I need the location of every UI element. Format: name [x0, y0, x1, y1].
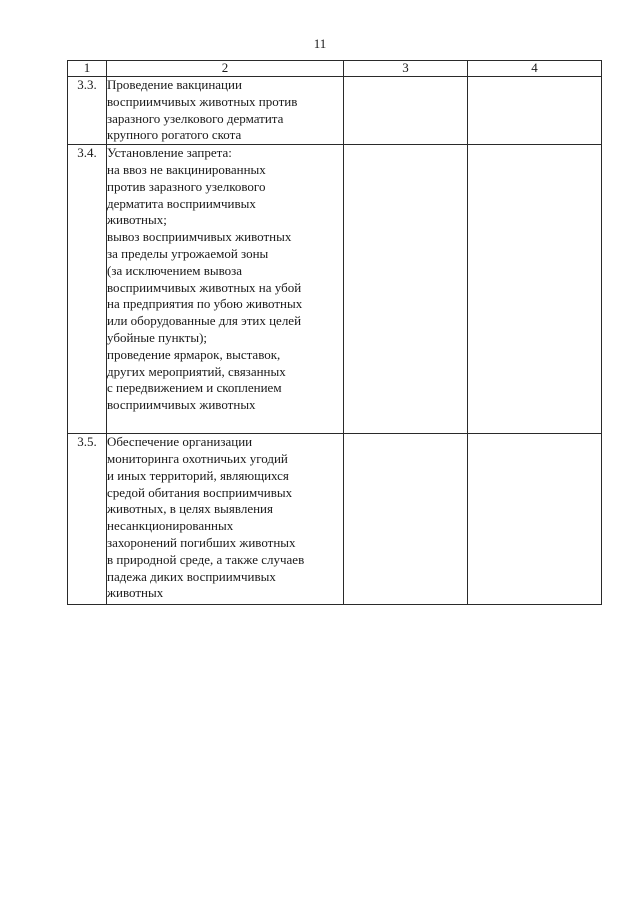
- row-number: 3.5.: [68, 434, 107, 605]
- text-line: и иных территорий, являющихся: [107, 467, 289, 483]
- text-line: животных: [107, 585, 164, 601]
- column-header-3: 3: [344, 61, 468, 77]
- column-header-1: 1: [68, 61, 107, 77]
- table-row: [68, 77, 602, 145]
- table-row: [68, 434, 602, 605]
- text-line: других мероприятий, связанных: [107, 363, 286, 379]
- text-line: Обеспечение организации: [107, 434, 253, 450]
- text-line: на ввоз не вакцинированных: [107, 161, 266, 177]
- text-line: падежа диких восприимчивых: [107, 568, 276, 584]
- text-line: животных, в целях выявления: [107, 501, 273, 517]
- text-line: дерматита восприимчивых: [107, 195, 256, 211]
- column-4-cell: [468, 77, 602, 145]
- text-line: восприимчивых животных на убой: [107, 279, 302, 295]
- column-4-cell: [468, 145, 602, 434]
- text-line: Проведение вакцинации: [107, 77, 242, 92]
- measure-description: [107, 434, 344, 605]
- row-number: 3.3.: [68, 77, 107, 145]
- column-3-cell: [344, 145, 468, 434]
- measure-description: [107, 77, 344, 145]
- text-line: в природной среде, а также случаев: [107, 551, 305, 567]
- text-line: средой обитания восприимчивых: [107, 484, 293, 500]
- page-number: 11: [313, 36, 327, 51]
- column-3-cell: [344, 77, 468, 145]
- column-header-2: 2: [107, 61, 344, 77]
- text-line: за пределы угрожаемой зоны: [107, 245, 269, 261]
- text-line: восприимчивых животных против: [107, 93, 298, 109]
- column-header-4: 4: [468, 61, 602, 77]
- text-line: или оборудованные для этих целей: [107, 313, 302, 329]
- row-number: 3.4.: [68, 145, 107, 434]
- table-row: [68, 145, 602, 434]
- text-line: крупного рогатого скота: [107, 127, 242, 143]
- text-line: вывоз восприимчивых животных: [107, 229, 292, 245]
- column-3-cell: [344, 434, 468, 605]
- column-4-cell: [468, 434, 602, 605]
- text-line: захоронений погибших животных: [107, 534, 296, 550]
- text-line: с передвижением и скоплением: [107, 380, 282, 396]
- text-line: убойные пункты);: [107, 329, 208, 345]
- text-line: заразного узелкового дерматита: [107, 110, 284, 126]
- text-line: проведение ярмарок, выставок,: [107, 346, 281, 362]
- text-line: мониторинга охотничьих угодий: [107, 450, 288, 466]
- table-header-row: [68, 61, 602, 77]
- text-line: против заразного узелкового: [107, 178, 266, 194]
- measure-description: [107, 145, 344, 434]
- text-line: на предприятия по убою животных: [107, 296, 303, 312]
- text-line: животных;: [107, 212, 167, 228]
- measures-table: [67, 60, 602, 605]
- text-line: восприимчивых животных: [107, 397, 256, 413]
- text-line: Установление запрета:: [107, 145, 232, 161]
- text-line: несанкционированных: [107, 518, 234, 534]
- text-line: (за исключением вывоза: [107, 262, 243, 278]
